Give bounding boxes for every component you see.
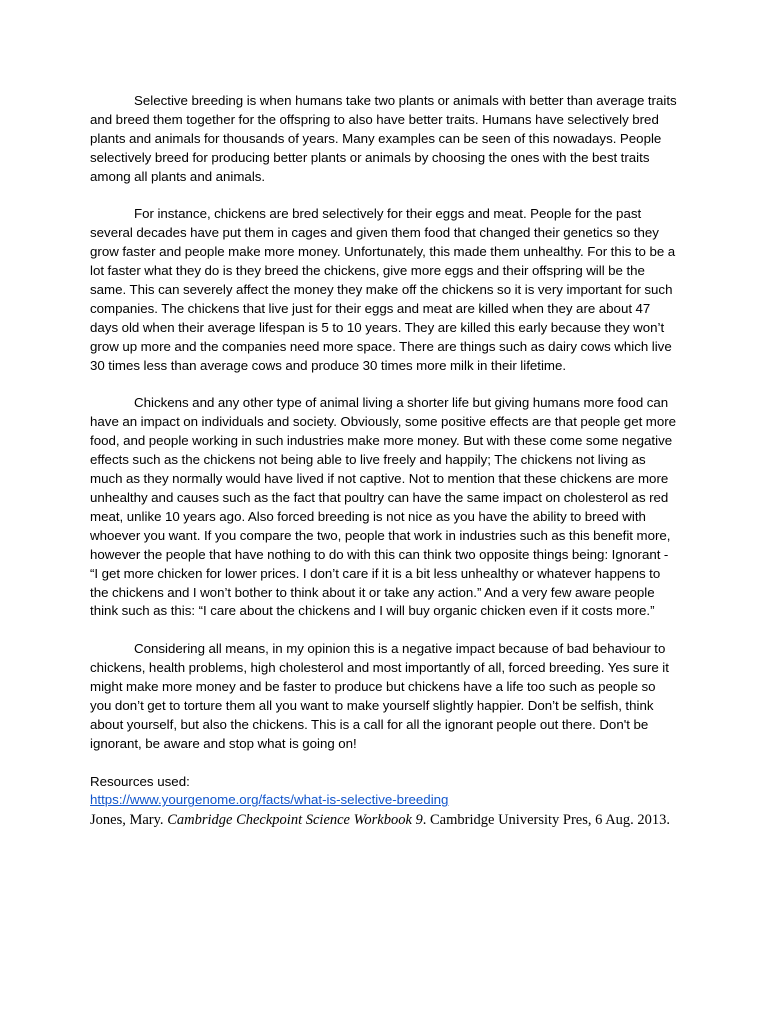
- paragraph-conclusion: Considering all means, in my opinion this is a negative impact because of bad behaviour to chickens, health problems, high cholesterol and most importantly of all, forced breeding. Yes sure it might make more money and be faster to produce but chickens have a life too such as people so you don’t get to torture them all you want to make yourself slightly happier. Don’t be selfish, think about yourself, but also the chickens. This is a call for all the ignorant people out there. Don't be ignorant, be aware and stop what is going on!: [90, 641, 669, 751]
- resource-link[interactable]: https://www.yourgenome.org/facts/what-is-selective-breeding: [90, 792, 449, 808]
- paragraph-impact: Chickens and any other type of animal living a shorter life but giving humans more food can have an impact on individuals and society. Obviously, some positive effects are that people get more food, and people working in such industries make more money. But with these come some negative effects such as the chickens not being able to live freely and happily; The chickens not living as much as they normally would have lived if not captive. Not to mention that these chickens are more unhealthy and causes such as the fact that poultry can have the same impact on cholesterol as red meat, unlike 10 years ago. Also forced breeding is not nice as you have the ability to breed with whoever you want. If you compare the two, people that work in industries such as this benefit more, however the people that have nothing to do with this can think two opposite things being: Ignorant - “I get more chicken for lower prices. I don’t care if it is a bit less unhealthy or whatever happens to the chickens and I won’t bother to think about it or take any action.” And a very few aware people think such as this: “I care about the chickens and I will buy organic chicken even if it costs more.”: [90, 395, 677, 619]
- citation-author: Jones, Mary.: [90, 812, 164, 829]
- paragraph-chickens-example: For instance, chickens are bred selectively for their eggs and meat. People for the past several decades have put them in cages and given them food that changed their genetics so they grow faster and people make more money. Unfortunately, this made them unhealthy. For this to be a lot faster what they do is they breed the chickens, give more eggs and their offspring will be the same. This can severely affect the money they make off the chickens so it is very important for such companies. The chickens that live just for their eggs and meat are killed when they are about 47 days old when their average lifespan is 5 to 10 years. They are killed this early because they won’t grow up more and the companies need more space. There are things such as dairy cows which live 30 times less than average cows and produce 30 times more milk in their lifetime.: [90, 206, 676, 373]
- resource-citation: [90, 810, 678, 830]
- document-page: [90, 92, 678, 830]
- paragraph-intro: Selective breeding is when humans take two plants or animals with better than average traits and breed them together for the offspring to also have better traits. Humans have selectively bred plants and animals for thousands of years. Many examples can be seen of this nowadays. People selectively breed for producing better plants or animals by choosing the ones with the best traits among all plants and animals.: [90, 93, 677, 184]
- resources-heading: Resources used:: [90, 773, 190, 789]
- citation-details: . Cambridge University Pres, 6 Aug. 2013.: [422, 812, 671, 829]
- resources-section: [90, 773, 678, 831]
- citation-book-title: Cambridge Checkpoint Science Workbook 9: [167, 812, 423, 829]
